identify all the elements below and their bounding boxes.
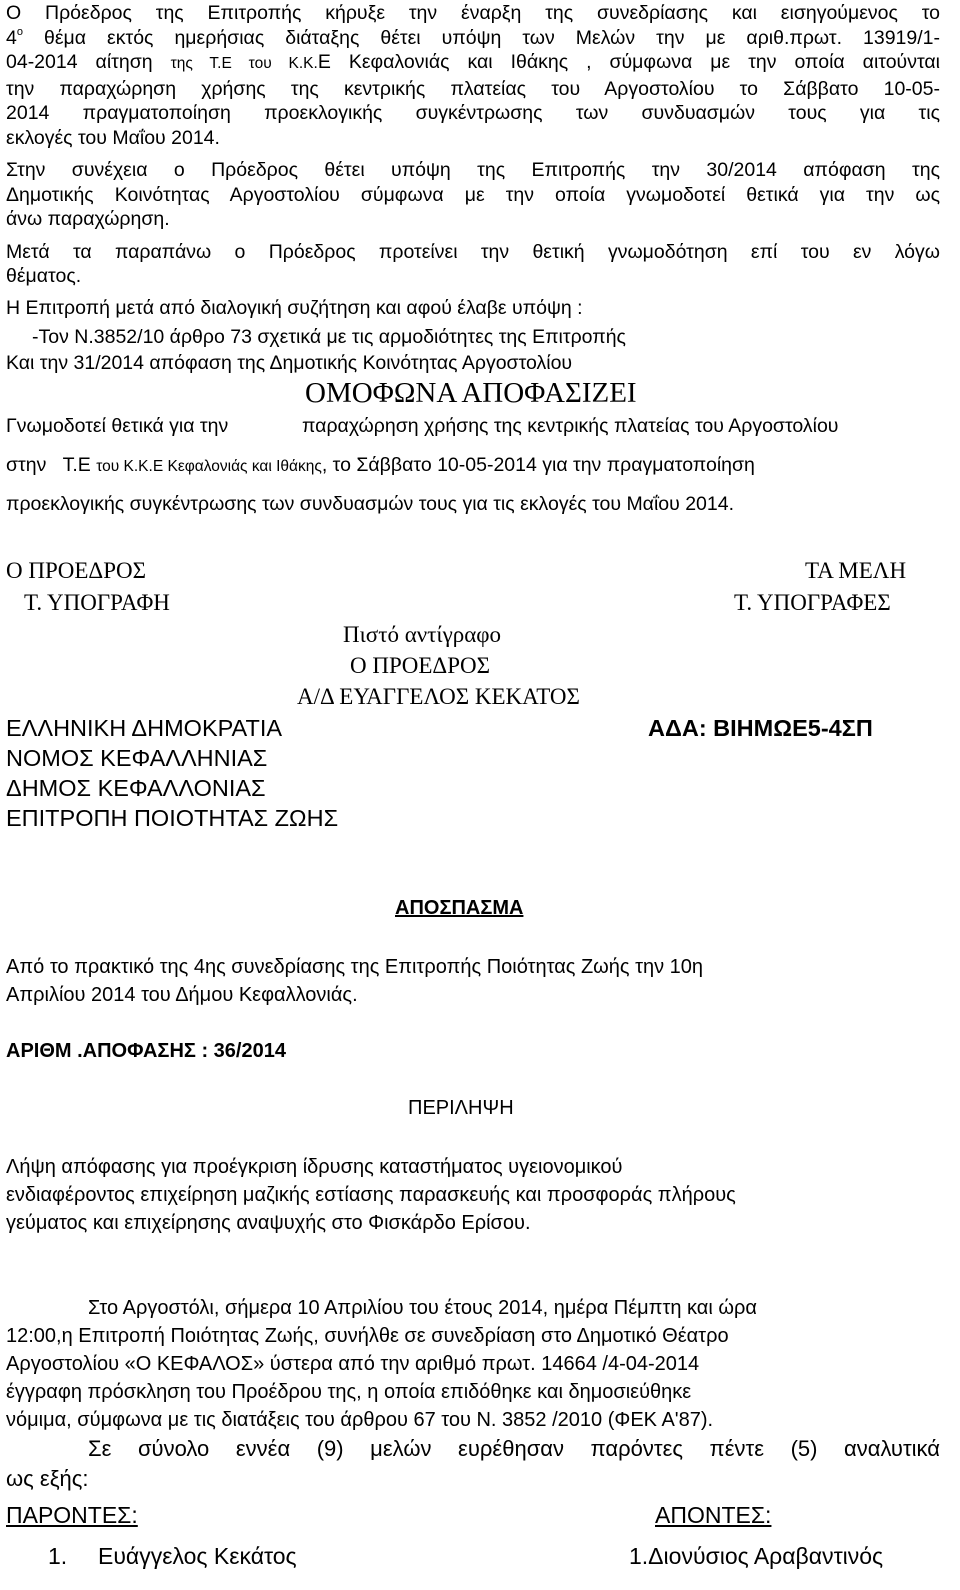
proposal-paragraph bbox=[6, 1, 940, 289]
members-count-line: Σε σύνολο εννέα (9) μελών ευρέθησαν παρόντες πέντε (5) αναλυτικά bbox=[88, 1436, 940, 1461]
extract-title: ΑΠΟΣΠΑΣΜΑ bbox=[395, 897, 524, 919]
decision-text-line: προεκλογικής συγκέντρωσης των συνδυασμών τους για τις εκλογές του Μαΐου 2014. bbox=[6, 493, 735, 515]
unanimous-decision-heading: ΟΜΟΦΩΝΑ ΑΠΟΦΑΣΙΖΕΙ bbox=[305, 377, 637, 409]
present-label: ΠΑΡΟΝΤΕΣ: bbox=[6, 1502, 138, 1528]
community-decision-reference: Και την 31/2014 απόφαση της Δημοτικής Κοινότητας Αργοστολίου bbox=[6, 352, 573, 374]
absent-member: 1.Διονύσιος Αραβαντινός bbox=[629, 1543, 884, 1569]
president-title: Ο ΠΡΟΕΔΡΟΣ bbox=[6, 558, 146, 583]
text-line: Λήψη απόφασης για προέγκριση ίδρυσης καταστήματος υγειονομικού bbox=[6, 1156, 623, 1178]
text-line: 12:00,η Επιτροπή Ποιότητας Ζωής, συνήλθε σε συνεδρίαση στο Δημοτικό Θέατρο bbox=[6, 1325, 729, 1347]
ordinal-superscript: ο bbox=[16, 25, 23, 38]
text-line: $4^o$ θέμα εκτός ημερήσιας διάταξης θέτει υπόψη των Μελών την με αριθ.πρωτ. 13919/1- bbox=[6, 25, 940, 49]
decision-text-continued: παραχώρηση χρήσης της κεντρικής πλατείας του Αργοστολίου bbox=[302, 415, 839, 437]
members-title: ΤΑ ΜΕΛΗ bbox=[805, 558, 907, 583]
issuer-header bbox=[6, 713, 338, 833]
text-line: νόμιμα, σύμφωνα με τις διατάξεις του άρθρου 67 του Ν. 3852 /2010 (ΦΕΚ Α'87). bbox=[6, 1409, 714, 1431]
issuer-line: ΕΠΙΤΡΟΠΗ ΠΟΙΟΤΗΤΑΣ ΖΩΗΣ bbox=[6, 805, 339, 831]
text-line: ενδιαφέροντος επιχείρηση μαζικής εστίασης παρασκευής και προσφοράς πλήρους bbox=[6, 1184, 736, 1206]
ada-code: ΑΔΑ: ΒΙΗΜΩΕ5-4ΣΠ bbox=[648, 715, 873, 741]
present-member-name: Ευάγγελος Κεκάτος bbox=[98, 1543, 297, 1569]
decision-number: ΑΡΙΘΜ .ΑΠΟΦΑΣΗΣ : 36/2014 bbox=[6, 1040, 286, 1062]
text-line: 04-2014 αίτηση της Τ.Ε του Κ.Κ.Ε Κεφαλονιάς και Ιθάκης , σύμφωνα με την οποία αιτούνται bbox=[6, 51, 940, 73]
issuer-line: ΝΟΜΟΣ ΚΕΦΑΛΛΗΝΙΑΣ bbox=[6, 745, 268, 771]
true-copy-label: Πιστό αντίγραφο bbox=[343, 622, 502, 647]
meeting-details bbox=[6, 1294, 940, 1434]
text-line: την παραχώρηση χρήσης της κεντρικής πλατείας του Αργοστολίου το Σάββατο 10-05- bbox=[6, 77, 940, 100]
summary-text bbox=[6, 1153, 736, 1237]
text-line: Μετά τα παραπάνω ο Πρόεδρος προτείνει την θετική γνωμοδότηση επί του εν λόγω bbox=[6, 240, 940, 263]
copy-president-name: Α/Δ ΕΥΑΓΓΕΛΟΣ ΚΕΚΑΤΟΣ bbox=[297, 684, 580, 709]
summary-title: ΠΕΡΙΛΗΨΗ bbox=[408, 1097, 514, 1119]
copy-president-title: Ο ΠΡΟΕΔΡΟΣ bbox=[350, 653, 490, 678]
text-line: Αργοστολίου «Ο ΚΕΦΑΛΟΣ» ύστερα από την αριθμό πρωτ. 14664 /4-04-2014 bbox=[6, 1353, 700, 1375]
text-line: γεύματος και επιχείρησης αναψυχής στο Φισκάρδο Ερίσου. bbox=[6, 1212, 531, 1234]
text-line: άνω παραχώρηση. bbox=[6, 208, 170, 230]
present-member-number: 1. bbox=[48, 1543, 68, 1569]
president-signature: Τ. ΥΠΟΓΡΑΦΗ bbox=[24, 590, 170, 615]
committee-considered: Η Επιτροπή μετά από διαλογική συζήτηση και αφού έλαβε υπόψη : bbox=[6, 297, 583, 319]
issuer-line: ΔΗΜΟΣ ΚΕΦΑΛΛΟΝΙΑΣ bbox=[6, 775, 266, 801]
text-line: Στο Αργοστόλι, σήμερα 10 Απριλίου του έτους 2014, ημέρα Πέμπτη και ώρα bbox=[88, 1297, 757, 1319]
text-line: 2014 πραγματοποίηση προεκλογικής συγκέντρωσης των συνδυασμών τους για τις bbox=[6, 102, 940, 124]
text-line: εκλογές του Μαΐου 2014. bbox=[6, 126, 220, 149]
text-line: Στην συνέχεια ο Πρόεδρος θέτει υπόψη της Επιτροπής την 30/2014 απόφαση της bbox=[6, 159, 940, 181]
issuer-line: ΕΛΛΗΝΙΚΗ ΔΗΜΟΚΡΑΤΙΑ bbox=[6, 715, 283, 741]
text-line: Δημοτικής Κοινότητας Αργοστολίου σύμφωνα με την οποία γνωμοδοτεί θετικά για την ως bbox=[6, 183, 940, 206]
text-line: Απριλίου 2014 του Δήμου Κεφαλλονιάς. bbox=[6, 984, 358, 1006]
absent-label: ΑΠΟΝΤΕΣ: bbox=[655, 1502, 772, 1528]
text-line: έγγραφη πρόσκληση του Προέδρου της, η οποία επιδόθηκε και δημοσιεύθηκε bbox=[6, 1381, 692, 1403]
decision-text-start: Γνωμοδοτεί θετικά για την bbox=[6, 415, 229, 437]
text-line: Ο Πρόεδρος της Επιτροπής κήρυξε την έναρξη της συνεδρίασης και εισηγούμενος το bbox=[6, 2, 940, 24]
members-count-line-end: ως εξής: bbox=[6, 1466, 89, 1491]
law-reference: -Τον Ν.3852/10 άρθρο 73 σχετικά με τις αρμοδιότητες της Επιτροπής bbox=[32, 326, 626, 348]
text-line: θέματος. bbox=[6, 265, 82, 287]
text-line: Από το πρακτικό της 4ης συνεδρίασης της Επιτροπής Ποιότητας Ζωής την 10η bbox=[6, 956, 704, 978]
decision-text-line: στην Τ.Ε του Κ.Κ.Ε Κεφαλονιάς και Ιθάκης, το Σάββατο 10-05-2014 για την πραγματοποίηση bbox=[6, 454, 755, 476]
members-signatures: Τ. ΥΠΟΓΡΑΦΕΣ bbox=[734, 590, 891, 615]
extract-source bbox=[6, 953, 703, 1009]
